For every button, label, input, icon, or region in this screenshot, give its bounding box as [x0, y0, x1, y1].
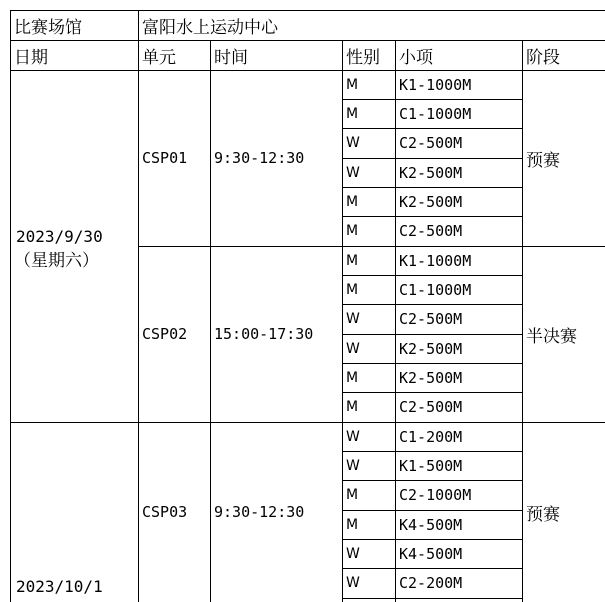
gender-cell: W — [346, 457, 360, 474]
event-cell: K4-500M — [399, 544, 463, 563]
grid-line — [342, 392, 522, 393]
grid-line — [342, 568, 522, 569]
gender-cell: W — [346, 311, 360, 327]
grid-line — [342, 598, 522, 599]
header-stage: 阶段 — [526, 47, 560, 68]
time-cell: 9:30-12:30 — [214, 149, 305, 167]
grid-line — [10, 10, 11, 602]
grid-line — [10, 422, 605, 423]
event-cell: C2-200M — [399, 574, 463, 592]
gender-cell: M — [346, 516, 359, 533]
event-cell: K2-500M — [399, 339, 463, 358]
weekday-value: （星期六） — [14, 251, 99, 271]
stage-cell: 半决赛 — [526, 326, 577, 347]
header-unit: 单元 — [142, 47, 176, 68]
event-cell: K1-1000M — [399, 75, 472, 94]
grid-line — [342, 99, 522, 100]
grid-line — [342, 363, 522, 364]
header-event: 小项 — [399, 47, 433, 68]
event-cell: C2-500M — [399, 134, 463, 152]
gender-cell: M — [346, 487, 359, 503]
grid-line — [10, 70, 605, 71]
gender-cell: M — [346, 399, 359, 415]
date-cell-1 — [10, 70, 138, 422]
event-cell: K1-1000M — [399, 251, 472, 270]
grid-line — [10, 40, 605, 41]
grid-line — [342, 128, 522, 129]
unit-cell: CSP03 — [142, 503, 188, 521]
grid-line — [210, 40, 211, 602]
event-cell: C1-1000M — [399, 280, 472, 299]
gender-cell: W — [346, 340, 360, 357]
date-cell-2 — [10, 570, 138, 602]
unit-cell: CSP02 — [142, 325, 188, 343]
time-cell: 15:00-17:30 — [214, 325, 314, 343]
gender-cell: M — [346, 252, 359, 269]
event-cell: C1-200M — [399, 427, 463, 446]
event-cell: C2-500M — [399, 398, 463, 416]
gender-cell: W — [346, 164, 360, 181]
grid-line — [342, 40, 343, 602]
event-cell: C2-1000M — [399, 486, 472, 504]
gender-cell: M — [346, 281, 359, 298]
grid-line — [10, 10, 605, 11]
gender-cell: W — [346, 575, 360, 591]
header-gender: 性别 — [346, 47, 380, 68]
grid-line — [342, 451, 522, 452]
header-date: 日期 — [14, 47, 48, 68]
event-cell: K1-500M — [399, 456, 463, 475]
gender-cell: W — [346, 545, 360, 562]
gender-cell: M — [346, 223, 359, 239]
time-cell: 9:30-12:30 — [214, 503, 305, 521]
event-cell: K2-500M — [399, 163, 463, 182]
date-value: 2023/10/1 — [16, 576, 103, 596]
grid-line — [342, 216, 522, 217]
gender-cell: M — [346, 105, 359, 122]
grid-line — [342, 304, 522, 305]
event-cell: K2-500M — [399, 192, 463, 211]
venue-name: 富阳水上运动中心 — [142, 17, 278, 38]
header-time: 时间 — [214, 47, 248, 68]
grid-line — [138, 10, 139, 602]
venue-label: 比赛场馆 — [14, 17, 82, 38]
grid-line — [395, 40, 396, 602]
event-cell: K2-500M — [399, 368, 463, 387]
grid-line — [342, 158, 522, 159]
gender-cell: M — [346, 369, 359, 386]
grid-line — [342, 334, 522, 335]
event-cell: C2-500M — [399, 222, 463, 240]
date-value: 2023/9/30 — [16, 227, 103, 246]
event-cell: C2-500M — [399, 310, 463, 328]
stage-cell: 预赛 — [526, 504, 560, 525]
gender-cell: M — [346, 76, 359, 93]
gender-cell: W — [346, 428, 360, 445]
grid-line — [342, 187, 522, 188]
unit-cell: CSP01 — [142, 149, 188, 167]
grid-line — [522, 40, 523, 602]
stage-cell: 预赛 — [526, 150, 560, 171]
grid-line — [342, 480, 522, 481]
event-cell: K4-500M — [399, 515, 463, 534]
grid-line — [342, 275, 522, 276]
grid-line — [138, 246, 605, 247]
gender-cell: W — [346, 135, 360, 151]
grid-line — [342, 539, 522, 540]
event-cell: C1-1000M — [399, 104, 472, 123]
gender-cell: M — [346, 193, 359, 210]
grid-line — [342, 510, 522, 511]
